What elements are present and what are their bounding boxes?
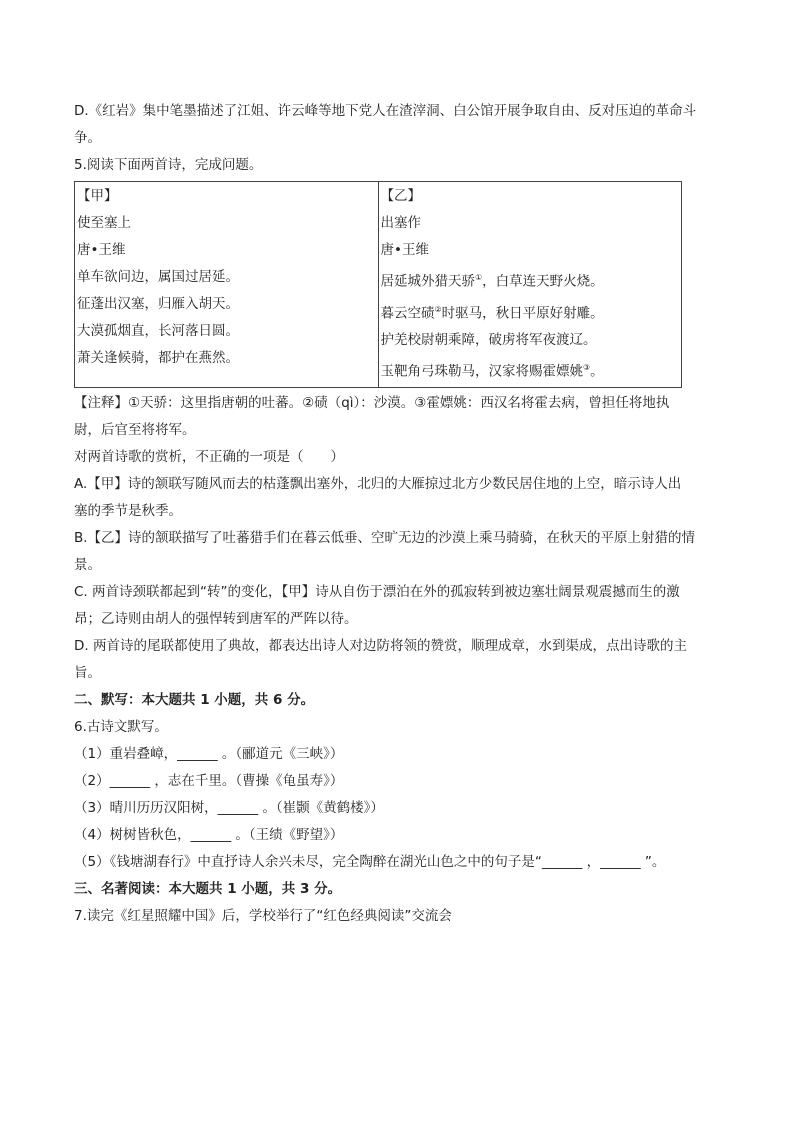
poem-yi-line-1 (381, 264, 680, 296)
note-line-2: 尉，后官至将将军。 (74, 421, 196, 438)
question-6-item-5: （5）《钱塘湖春行》中直抒诗人余兴未尽，完全陶醉在湖光山色之中的句子是“______ ，______ ”。 (74, 853, 666, 870)
poem-yi-line-2 (381, 296, 680, 328)
poem-jia-tag: 【甲】 (77, 188, 118, 204)
poem-jia-line-3: 大漠孤烟直，长河落日圆。 (77, 323, 239, 339)
poem-yi-line-4a: 玉靶角弓珠勒马，汉家将赐霍嫖姚 (380, 363, 583, 380)
question-6-item-3: （3）晴川历历汉阳树，______ 。（崔颢《黄鹤楼》） (74, 799, 384, 816)
option-d-line-2: 争。 (74, 130, 101, 146)
poem-yi-title: 出塞作 (380, 215, 421, 231)
poem-yi-line-3: 护羌校尉朝乘障，破虏将军夜渡辽。 (380, 332, 597, 348)
footnote-mark-3: ③ (583, 363, 591, 372)
option-c-line-2: 昂；乙诗则由胡人的强悍转到唐军的严阵以待。 (74, 610, 358, 627)
poem-comparison-table (74, 181, 682, 388)
poem-jia-line-1: 单车欲问边，属国过居延。 (77, 269, 239, 285)
question-5-title: 5.阅读下面两首诗，完成问题。 (74, 157, 263, 173)
option-d-line-1: D.《红岩》集中笔墨描述了江姐、许云峰等地下党人在渣滓洞、白公馆开展争取自由、反对压迫的革命斗 (74, 103, 697, 119)
question-6-item-1: （1）重岩叠嶂，______ 。（郦道元《三峡》） (74, 745, 344, 762)
poem-jia-line-2: 征蓬出汉塞，归雁入胡天。 (77, 296, 239, 312)
question-6-title: 6.古诗文默写。 (74, 718, 168, 735)
poem-yi-line-4b: 。 (590, 363, 604, 380)
section-3-heading: 三、名著阅读：本大题共 1 小题，共 3 分。 (74, 880, 342, 897)
footnote-mark-1: ① (475, 273, 483, 282)
poem-yi-tag: 【乙】 (380, 188, 421, 204)
poem-yi-line-1b: ，白草连天野火烧。 (482, 273, 604, 290)
poem-yi-line-4 (381, 354, 680, 386)
option-d2-line-2: 旨。 (74, 664, 101, 681)
question-5-stem: 对两首诗歌的赏析，不正确的一项是（ ） (74, 448, 344, 465)
poem-jia-cell (75, 182, 379, 388)
option-c-line-1: C. 两首诗颈联都起到“转”的变化，【甲】诗从自伤于漂泊在外的孤寂转到被边塞壮阔景观震撼而生的激 (74, 583, 680, 600)
poem-yi-line-2a: 暮云空碛 (380, 305, 435, 321)
document-page (74, 98, 724, 930)
question-6-item-4: （4）树树皆秋色，______ 。（王绩《野望》） (74, 826, 344, 843)
poem-jia-title: 使至塞上 (77, 215, 131, 231)
question-7-title: 7.读完《红星照耀中国》后，学校举行了“红色经典阅读”交流会 (74, 907, 452, 924)
poem-yi-cell (378, 182, 682, 388)
note-line-1: 【注释】①天骄：这里指唐朝的吐蕃。②碛（qì）：沙漠。③霍嫖姚：西汉名将霍去病，曾担任将地执 (74, 394, 670, 411)
option-b-line-2: 景。 (74, 556, 101, 573)
poem-jia-line-4: 萧关逢候骑，都护在燕然。 (77, 350, 239, 366)
option-d2-line-1: D. 两首诗的尾联都使用了典故，都表达出诗人对边防将领的赞赏，顺理成章，水到渠成，点出诗歌的主 (74, 637, 687, 654)
option-a-line-1: A.【甲】诗的颔联写随风而去的枯蓬飘出塞外，北归的大雁掠过北方少数民居住地的上空，暗示诗人出 (74, 475, 682, 492)
poem-yi-author: 唐•王维 (380, 242, 429, 258)
footnote-mark-2: ② (434, 304, 442, 314)
section-2-heading: 二、默写：本大题共 1 小题，共 6 分。 (74, 691, 315, 708)
poem-yi-line-1a: 居延城外猎天骄 (380, 273, 475, 290)
poem-yi-line-2b: 时驱马，秋日平原好射雕。 (441, 305, 604, 321)
option-b-line-1: B.【乙】诗的颔联描写了吐蕃猎手们在暮云低垂、空旷无边的沙漠上乘马骑骑，在秋天的平原上射猎的情 (74, 529, 696, 546)
question-6-item-2: （2）______ ，志在千里。（曹操《龟虽寿》） (74, 772, 344, 789)
option-a-line-2: 塞的季节是秋季。 (74, 502, 182, 519)
poem-jia-author: 唐•王维 (77, 242, 126, 258)
